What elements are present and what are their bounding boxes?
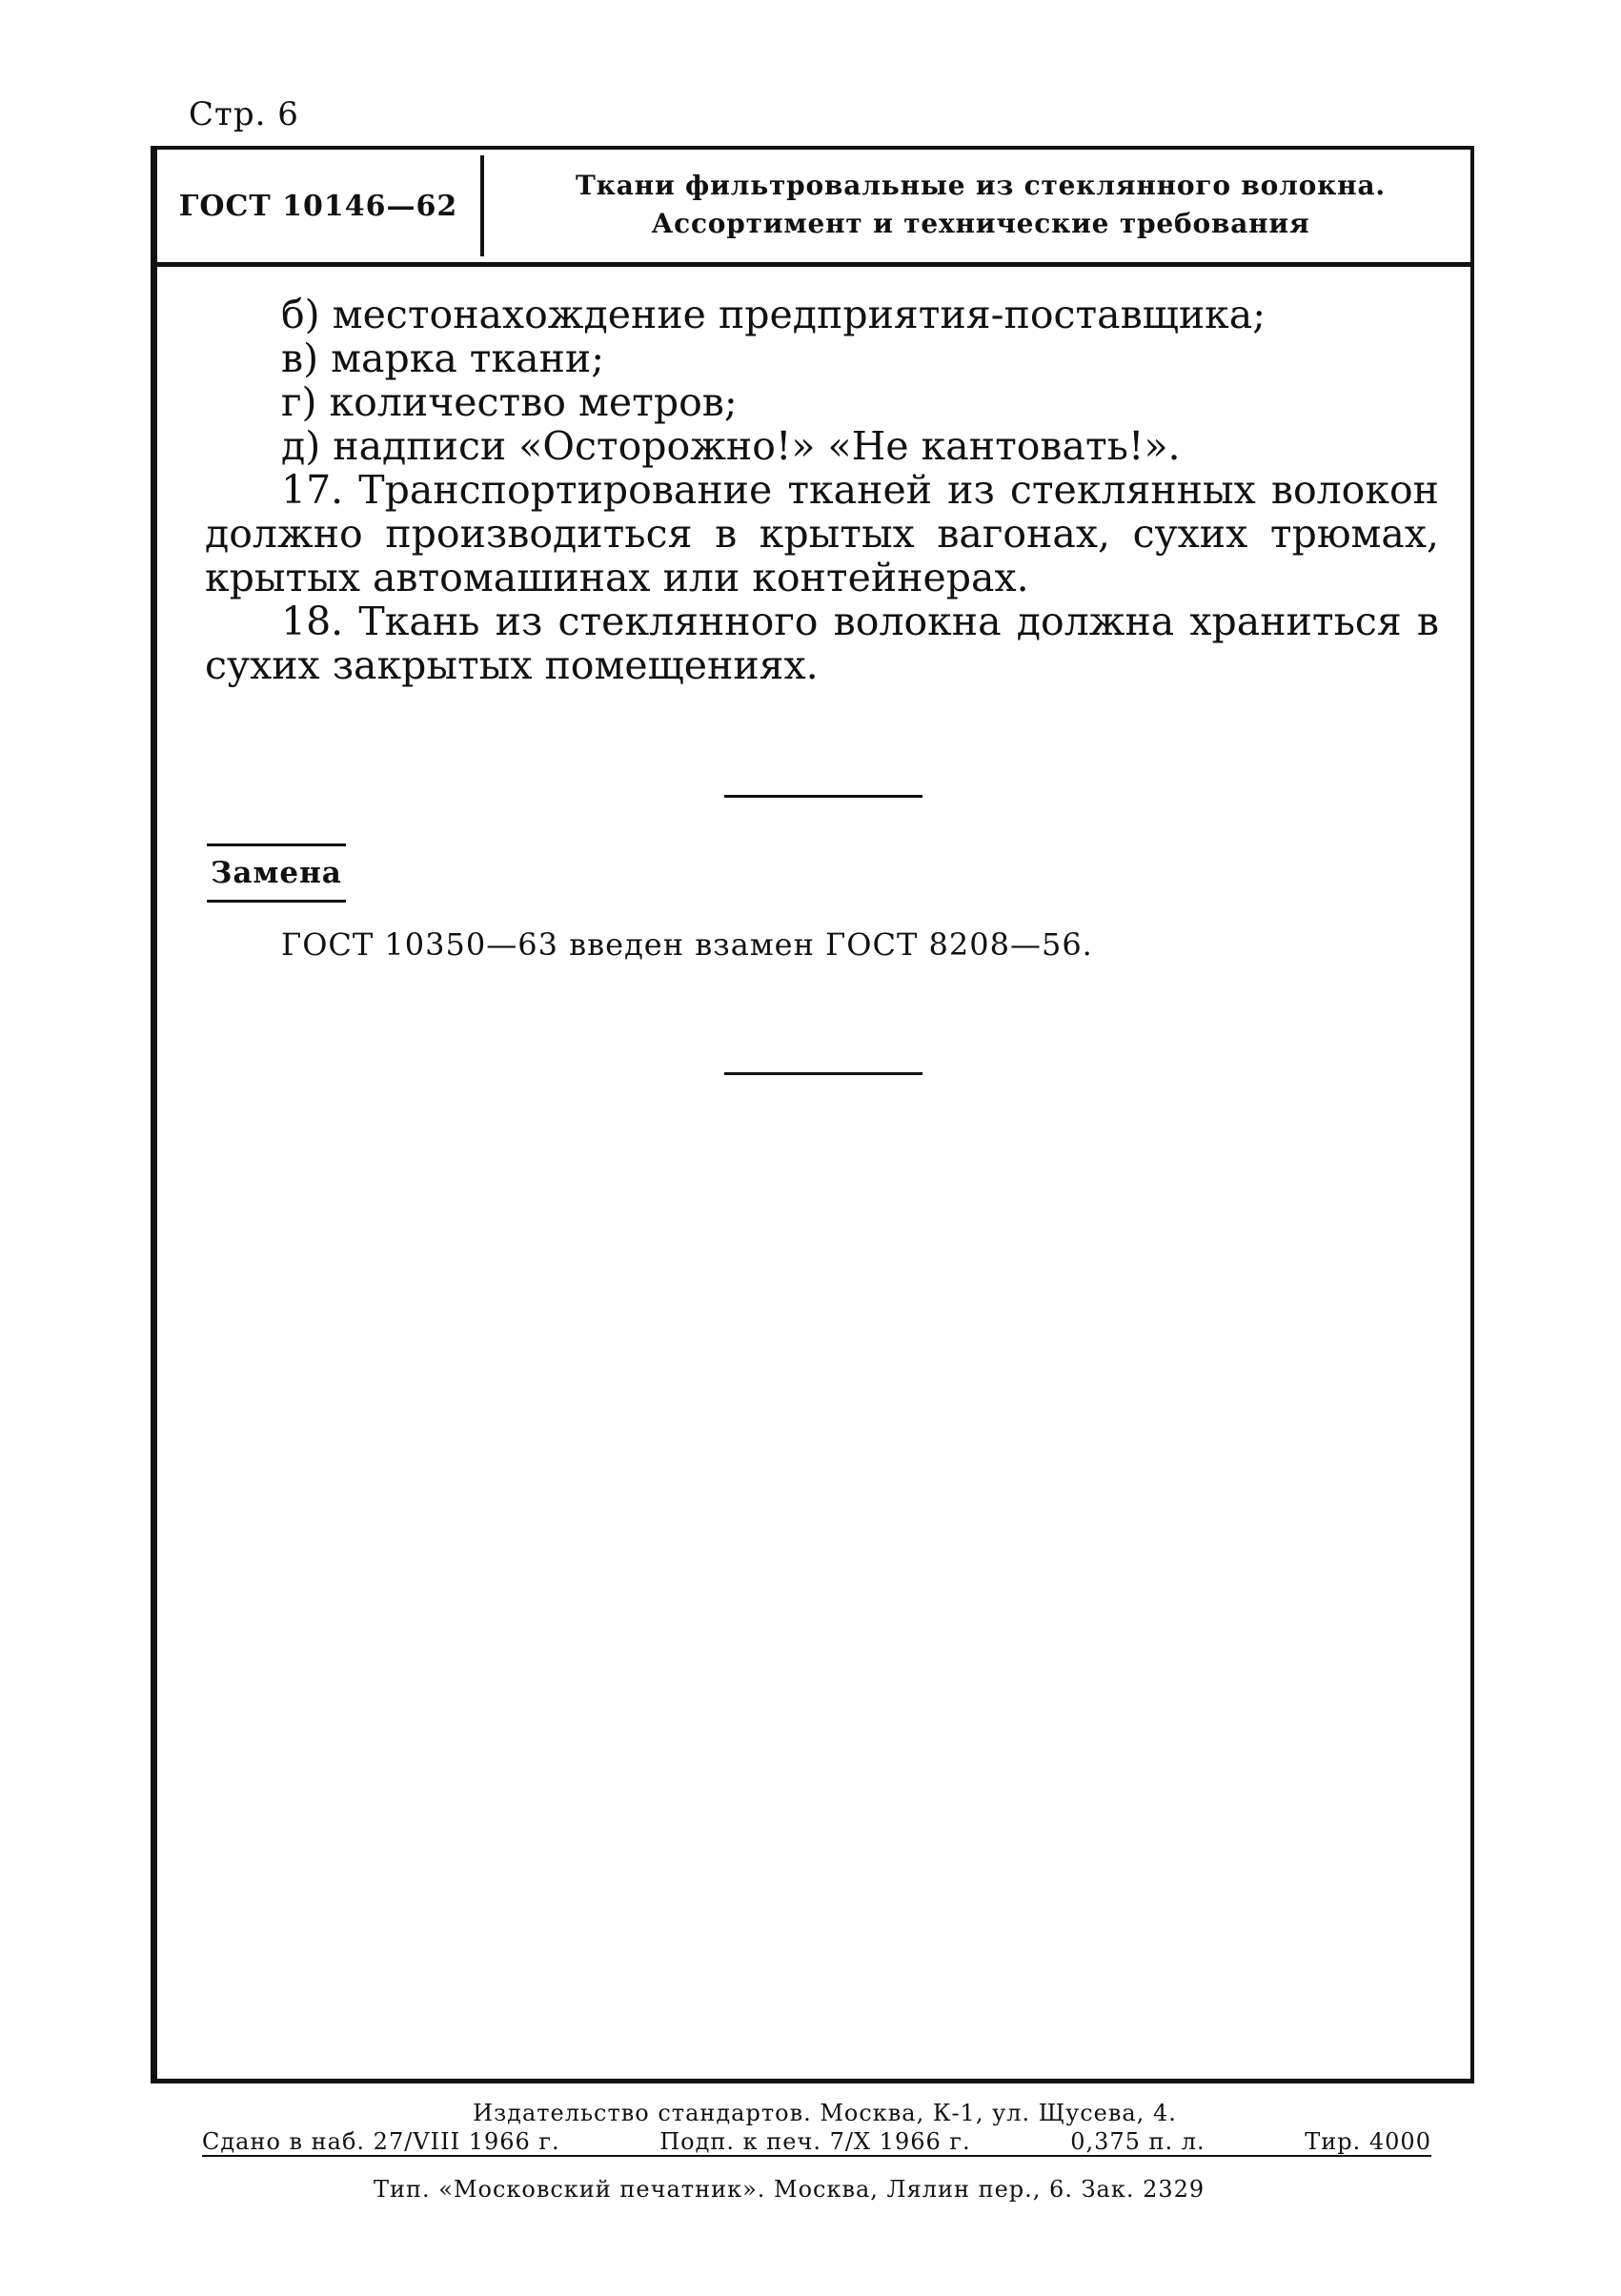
replacement-text: ГОСТ 10350—63 введен взамен ГОСТ 8208—56. <box>281 926 1093 963</box>
document-header <box>157 150 1470 267</box>
section-separator <box>724 795 922 798</box>
standard-title-line-2: Ассортимент и технические требования <box>651 208 1310 239</box>
list-item: г) количество метров; <box>281 379 738 425</box>
document-frame <box>151 146 1474 2083</box>
printed-sheets: 0,375 п. л. <box>1070 2128 1206 2155</box>
list-item: д) надписи «Осторожно!» «Не кантовать!». <box>281 423 1181 469</box>
publisher-line: Издательство стандартов. Москва, К-1, ул. Щусева, 4. <box>473 2100 1177 2126</box>
body-text <box>205 293 1439 687</box>
submitted-date: Сдано в наб. 27/VIII 1966 г. <box>202 2128 560 2155</box>
standard-title-line-1: Ткани фильтровальные из стеклянного волокна. <box>576 170 1386 201</box>
standard-title <box>500 167 1461 243</box>
print-run: Тир. 4000 <box>1305 2128 1431 2155</box>
list-item: в) марка ткани; <box>281 335 605 381</box>
page-number: Стр. 6 <box>189 95 299 133</box>
list-item: б) местонахождение предприятия-поставщика; <box>281 292 1266 337</box>
print-details-line <box>202 2128 1431 2157</box>
paragraph-18: 18. Ткань из стеклянного волокна должна храниться в сухих закрытых помещениях. <box>205 599 1439 688</box>
section-separator <box>724 1072 922 1075</box>
standard-code: ГОСТ 10146—62 <box>178 189 458 223</box>
imprint <box>0 2100 1621 2203</box>
replacement-heading: Замена <box>207 843 346 903</box>
printer-line: Тип. «Московский печатник». Москва, Лялин пер., 6. Зак. 2329 <box>374 2176 1206 2203</box>
header-divider <box>480 155 484 256</box>
paragraph-17: 17. Транспортирование тканей из стеклянных волокон должно производиться в крытых вагонах, сухих трюмах, крытых автомашинах или контейнерах. <box>205 467 1439 600</box>
signed-date: Подп. к печ. 7/X 1966 г. <box>659 2128 971 2155</box>
